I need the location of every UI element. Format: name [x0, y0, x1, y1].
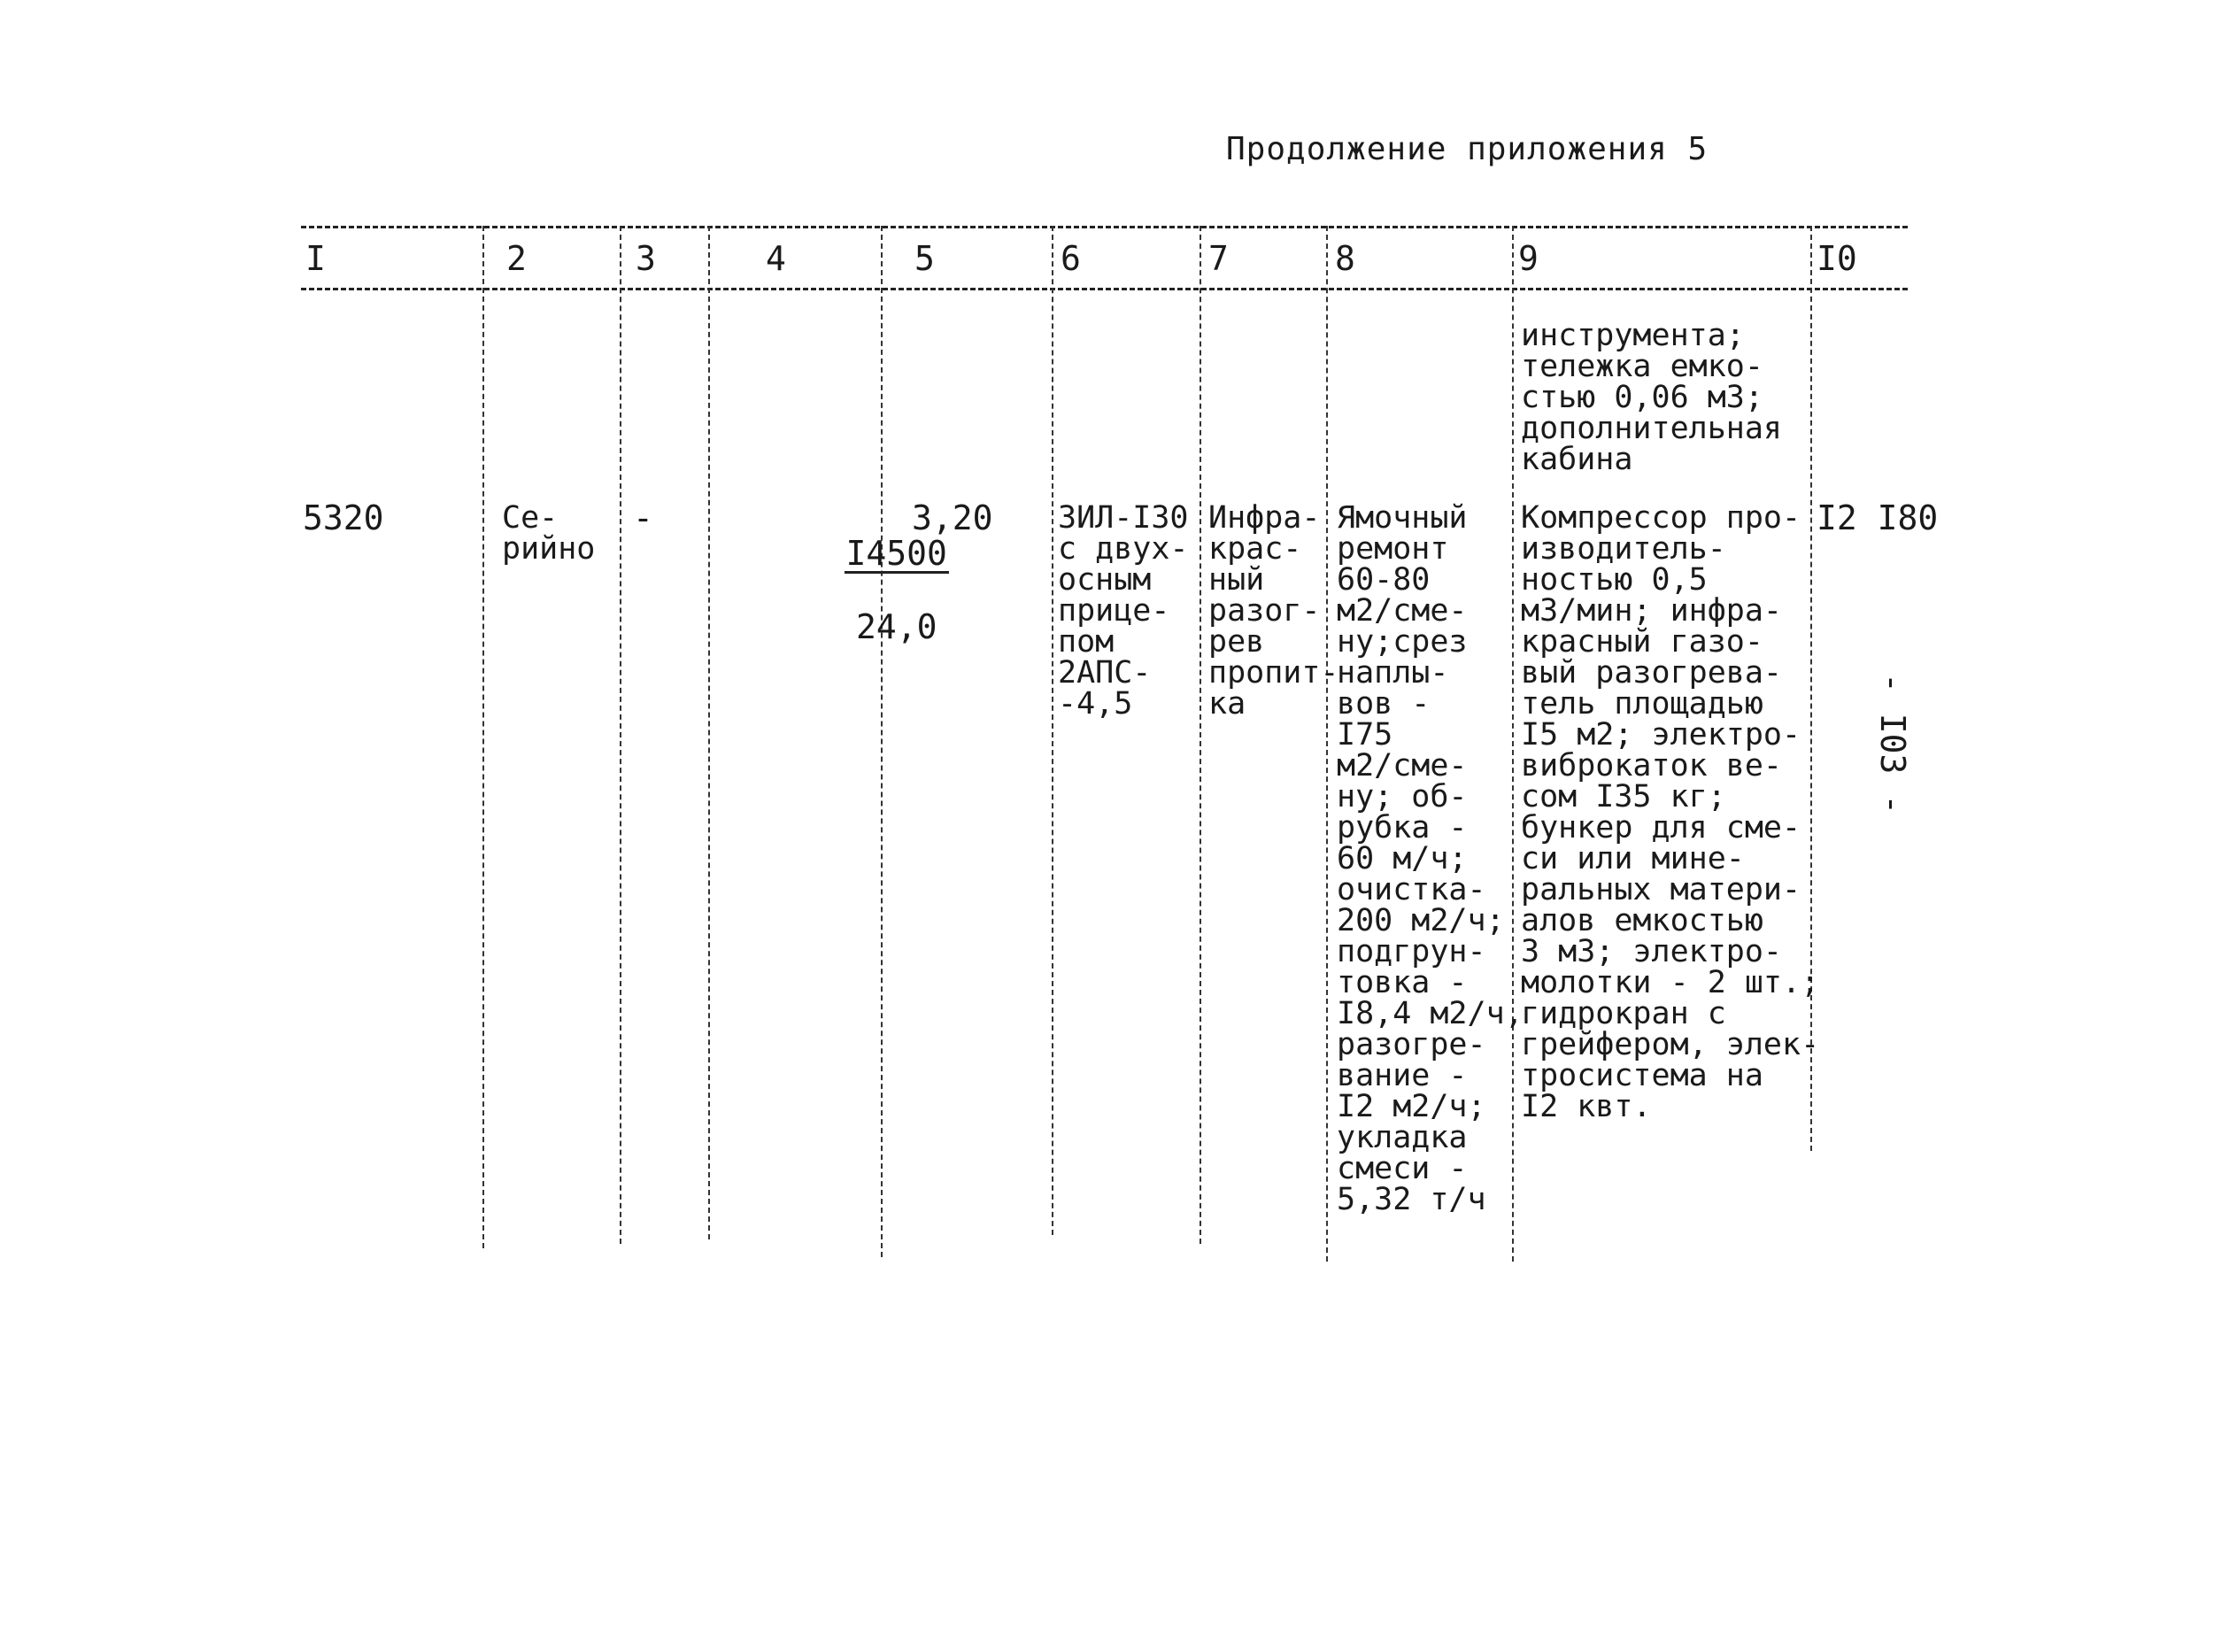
column-divider: [1326, 226, 1328, 1262]
page-number: - I03 -: [1873, 673, 1912, 815]
column-number-9: 9: [1518, 239, 1539, 278]
column-divider: [881, 226, 883, 1257]
column-divider: [620, 226, 621, 1244]
cell-equipment: Компрессор про- изводитель- ностью 0,5 м3/мин; инфра- красный газо- вый разогрева- тель площадью I5 м2; электро- виброкаток ве- сом I35 кг; бункер для сме- си или мине- ральных матери- алов емкостью 3 м3; электро- молотки - 2 шт.; гидрокран с грейфером, элек- тросистема на I2 квт.: [1521, 500, 1820, 1124]
cell-operations: Ямочный ремонт 60-80 м2/сме- ну;срез наплы- вов - I75 м2/сме- ну; об- рубка - 60 м/ч; очистка- 200 м2/ч; подгрун- товка - I8,4 м2/ч, разогре- вание - I2 м2/ч; укладка смеси - 5,32 т/ч: [1337, 500, 1524, 1217]
cell-method: Инфра- крас- ный разог- рев пропит- ка: [1208, 500, 1339, 722]
header-rule-bottom: [301, 288, 1908, 290]
column-number-8: 8: [1335, 239, 1355, 278]
cell-col5: 3,20: [912, 498, 993, 537]
cell-col3: -: [633, 498, 653, 537]
column-divider: [708, 226, 710, 1239]
column-number-10: I0: [1817, 239, 1857, 278]
column-number-2: 2: [506, 239, 527, 278]
fraction-denominator: 24,0: [855, 607, 937, 646]
cell-base-vehicle: ЗИЛ-I30 с двух- осным прице- пом 2АПС- -4,5: [1058, 500, 1189, 722]
column-number-3: 3: [636, 239, 656, 278]
page-title: Продолжение приложения 5: [1226, 131, 1709, 167]
cell-col10: I2 I80: [1817, 498, 1939, 537]
fraction-numerator: I4500: [845, 534, 947, 573]
header-rule-top: [301, 226, 1908, 228]
column-number-6: 6: [1061, 239, 1081, 278]
column-divider: [1200, 226, 1201, 1244]
cell-production: Се- рийно: [502, 500, 596, 567]
column-number-4: 4: [766, 239, 786, 278]
cell-model: 5320: [303, 498, 384, 537]
column-divider: [482, 226, 484, 1248]
column-divider: [1052, 226, 1053, 1235]
column-number-7: 7: [1208, 239, 1229, 278]
column-number-1: I: [305, 239, 326, 278]
col9-continuation-text: инструмента; тележка емко- стью 0,06 м3; дополнительная кабина: [1521, 318, 1783, 477]
column-number-5: 5: [914, 239, 935, 278]
